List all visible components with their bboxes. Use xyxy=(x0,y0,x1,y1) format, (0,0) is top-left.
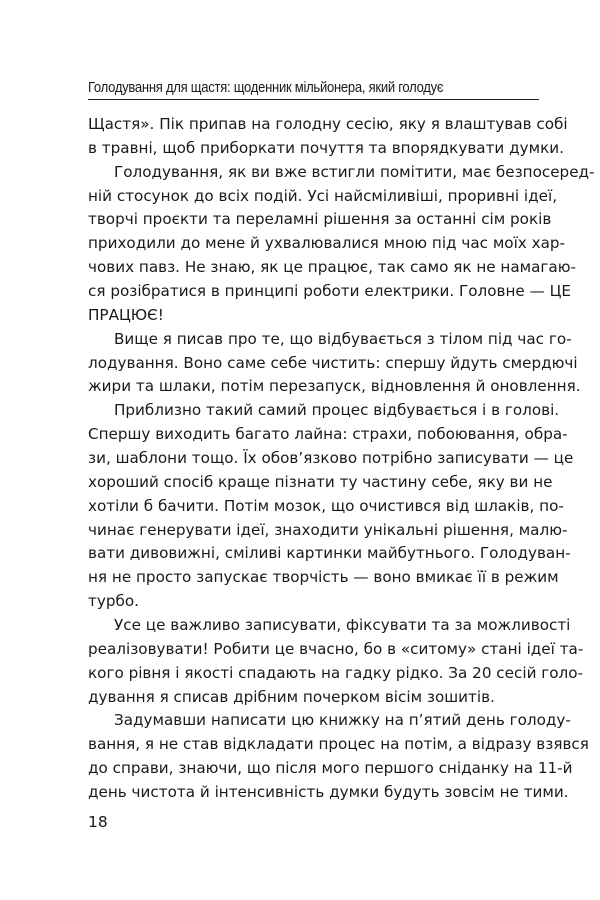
text-line: ПРАЦЮЄ! xyxy=(88,305,164,324)
text-line: хотіли б бачити. Потім мозок, що очистився від шлаків, по- xyxy=(88,496,564,515)
paragraph xyxy=(88,113,568,161)
text-line: лодування. Воно саме себе чистить: спершу йдуть смердючі xyxy=(88,353,578,372)
text-line: зи, шаблони тощо. Їх обов’язково потрібно записувати — це xyxy=(88,449,574,468)
running-head: Голодування для щастя: щоденник мільйонера, який голодує xyxy=(88,80,444,96)
page-number: 18 xyxy=(88,813,108,831)
text-line: ся розібратися в принципі роботи електрики. Головне — ЦЕ xyxy=(88,282,571,301)
text-line: хороший спосіб краще пізнати ту частину себе, яку ви не xyxy=(88,472,553,491)
text-line: Голодування, як ви вже встигли помітити, має безпосеред- xyxy=(114,162,595,181)
text-line: Щастя». Пік припав на голодну сесію, яку я влаштував собі xyxy=(88,115,568,133)
text-line: вати дивовижні, сміливі картинки майбутнього. Голодуван- xyxy=(88,544,571,563)
text-line: реалізовувати! Робити це вчасно, бо в «ситому» стані ідеї та- xyxy=(88,639,584,658)
text-line: день чистота й інтенсивність думки будуть зовсім не тими. xyxy=(88,783,569,802)
text-line: ній стосунок до всіх подій. Усі найсміливіші, проривні ідеї, xyxy=(88,186,558,205)
paragraph xyxy=(88,399,574,614)
body-text xyxy=(88,113,595,805)
text-line: ня не просто запускає творчість — воно вмикає її в режим xyxy=(88,568,559,587)
paragraph xyxy=(88,328,581,400)
text-line: Приблизно такий самий процес відбувається і в голові. xyxy=(114,401,560,420)
text-line: жири та шлаки, потім перезапуск, відновлення й оновлення. xyxy=(88,377,581,396)
paragraph xyxy=(88,709,589,804)
text-line: в травні, щоб приборкати почуття та впорядкувати думки. xyxy=(88,138,564,157)
text-line: чових павз. Не знаю, як це працює, так само як не намагаю- xyxy=(88,258,576,277)
text-line: Задумавши написати цю книжку на п’ятий день голоду- xyxy=(114,711,571,730)
text-line: Усе це важливо записувати, фіксувати та за можливості xyxy=(114,616,571,635)
text-line: вання, я не став відкладати процес на потім, а відразу взявся xyxy=(88,735,589,754)
text-line: чинає генерувати ідеї, знаходити унікальні рішення, малю- xyxy=(88,520,568,539)
text-line: Спершу виходить багато лайна: страхи, побоювання, обра- xyxy=(88,425,568,444)
header-rule xyxy=(88,99,539,100)
text-line: турбо. xyxy=(88,592,139,611)
text-line: творчі проєкти та переламні рішення за останні сім років xyxy=(88,210,552,229)
text-line: дування я списав дрібним почерком вісім зошитів. xyxy=(88,687,495,706)
text-line: приходили до мене й ухвалювалися мною під час моїх хар- xyxy=(88,234,566,253)
paragraph xyxy=(88,614,584,709)
text-line: до справи, знаючи, що після мого першого сніданку на 11-й xyxy=(88,759,573,778)
paragraph xyxy=(88,161,595,328)
text-line: Вище я писав про те, що відбувається з тілом під час го- xyxy=(114,329,572,348)
text-line: кого рівня і якості спадають на гадку рідко. За 20 сесій голо- xyxy=(88,663,584,682)
